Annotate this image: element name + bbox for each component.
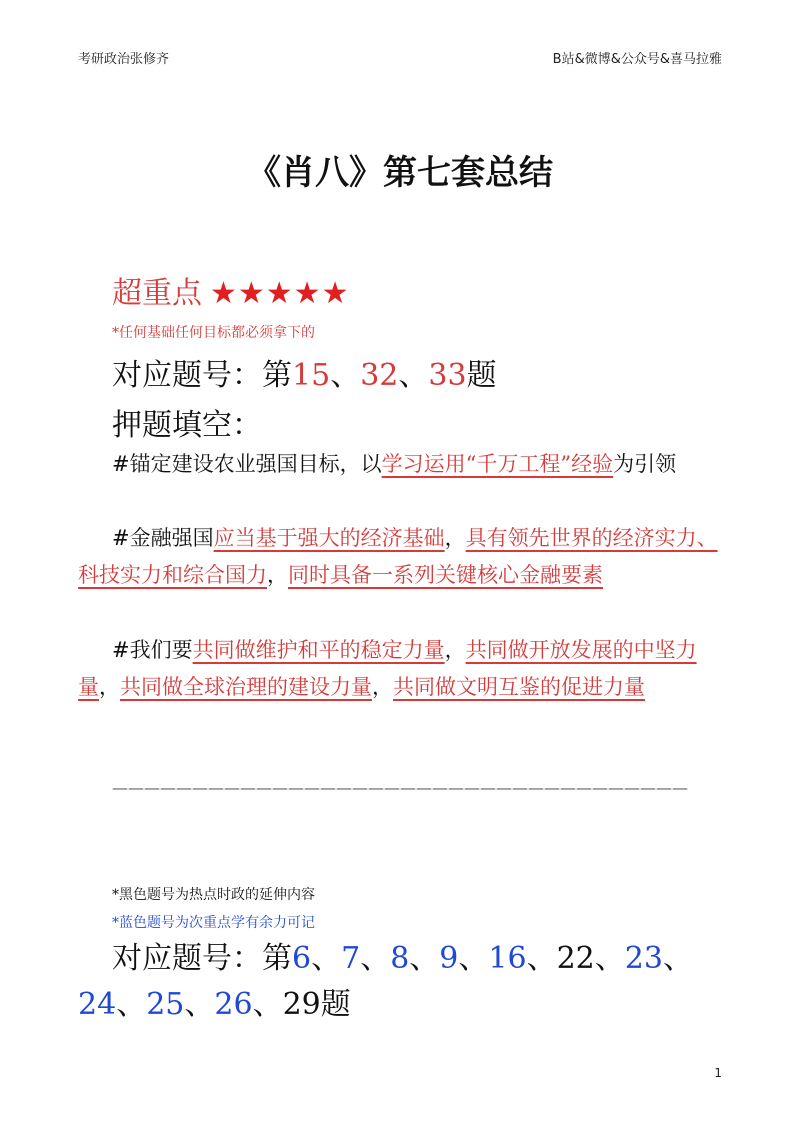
fill-item-prefix: #金融强国: [112, 526, 214, 550]
question-number: 25: [146, 987, 185, 1022]
separator: 、: [311, 941, 342, 976]
question-number: 33: [428, 358, 467, 393]
section-note: *任何基础任何目标都必须拿下的: [112, 325, 315, 341]
note-blue: *蓝色题号为次重点学有余力可记: [112, 915, 315, 931]
fill-item-highlight: 共同做全球治理的建设力量: [120, 675, 372, 699]
fill-item-2: [78, 520, 718, 594]
secondary-question-numbers: [78, 936, 738, 1028]
question-number: 6: [292, 941, 312, 976]
star-rating-icon: ★★★★★: [210, 276, 350, 311]
fill-item-3: [78, 632, 718, 706]
separator: 、: [116, 987, 147, 1022]
divider-line: ————————————————————————————————————: [112, 778, 688, 797]
separator: 、: [398, 358, 429, 393]
separator: 、: [184, 987, 215, 1022]
question-number: 29: [282, 987, 321, 1022]
question-number: 16: [488, 941, 527, 976]
note-black: *黑色题号为热点时政的延伸内容: [112, 887, 315, 903]
separator: 、: [330, 358, 361, 393]
question-number: 8: [390, 941, 410, 976]
fill-item-highlight: 同时具备一系列关键核心金融要素: [288, 563, 603, 587]
question-suffix: 题: [466, 358, 497, 393]
separator: 、: [526, 941, 557, 976]
fill-item-sep: ，: [444, 638, 466, 662]
fill-item-highlight: 共同做维护和平的稳定力量: [192, 638, 445, 662]
fill-item-highlight: 共同做开放发展的中坚力量: [78, 638, 697, 699]
fill-heading: 押题填空：: [112, 408, 262, 443]
fill-item-highlight: 共同做文明互鉴的促进力量: [393, 675, 645, 699]
page-number: 1: [714, 1066, 722, 1080]
fill-item-highlight: 应当基于强大的经济基础: [213, 526, 445, 550]
question-number: 23: [624, 941, 663, 976]
fill-item-sep: ，: [99, 675, 120, 699]
separator: 、: [252, 987, 283, 1022]
question-number: 9: [439, 941, 459, 976]
page-title: 《肖八》第七套总结: [247, 153, 553, 193]
question-label: 对应题号：第: [112, 358, 292, 393]
question-number: 22: [556, 941, 595, 976]
fill-item-sep: ，: [372, 675, 393, 699]
fill-item-highlight: 具有领先世界的经济实力、科技实力和综合国力: [78, 526, 718, 587]
header-right: B站&微博&公众号&喜马拉雅: [552, 52, 722, 67]
question-number: 15: [292, 358, 331, 393]
fill-item-1: [78, 446, 718, 483]
fill-item-suffix: 为引领: [613, 452, 677, 476]
question-number: 32: [360, 358, 399, 393]
question-number: 26: [214, 987, 253, 1022]
fill-item-highlight: 学习运用“千万工程”经验: [381, 452, 614, 476]
separator: 、: [458, 941, 489, 976]
fill-item-sep: ，: [444, 526, 466, 550]
question-numbers-line: [112, 350, 497, 394]
separator: 、: [594, 941, 625, 976]
question-suffix: 题: [320, 987, 351, 1022]
separator: 、: [360, 941, 391, 976]
fill-item-prefix: #锚定建设农业强国目标，以: [112, 452, 382, 476]
section-heading: [112, 268, 349, 312]
question-number: 24: [78, 987, 117, 1022]
fill-item-prefix: #我们要: [112, 638, 193, 662]
header-left: 考研政治张修齐: [78, 52, 170, 67]
separator: 、: [409, 941, 440, 976]
separator: 、: [662, 941, 693, 976]
fill-item-sep: ，: [267, 563, 288, 587]
question-label: 对应题号：第: [112, 941, 292, 976]
section-heading-text: 超重点: [112, 276, 202, 311]
question-number: 7: [341, 941, 361, 976]
